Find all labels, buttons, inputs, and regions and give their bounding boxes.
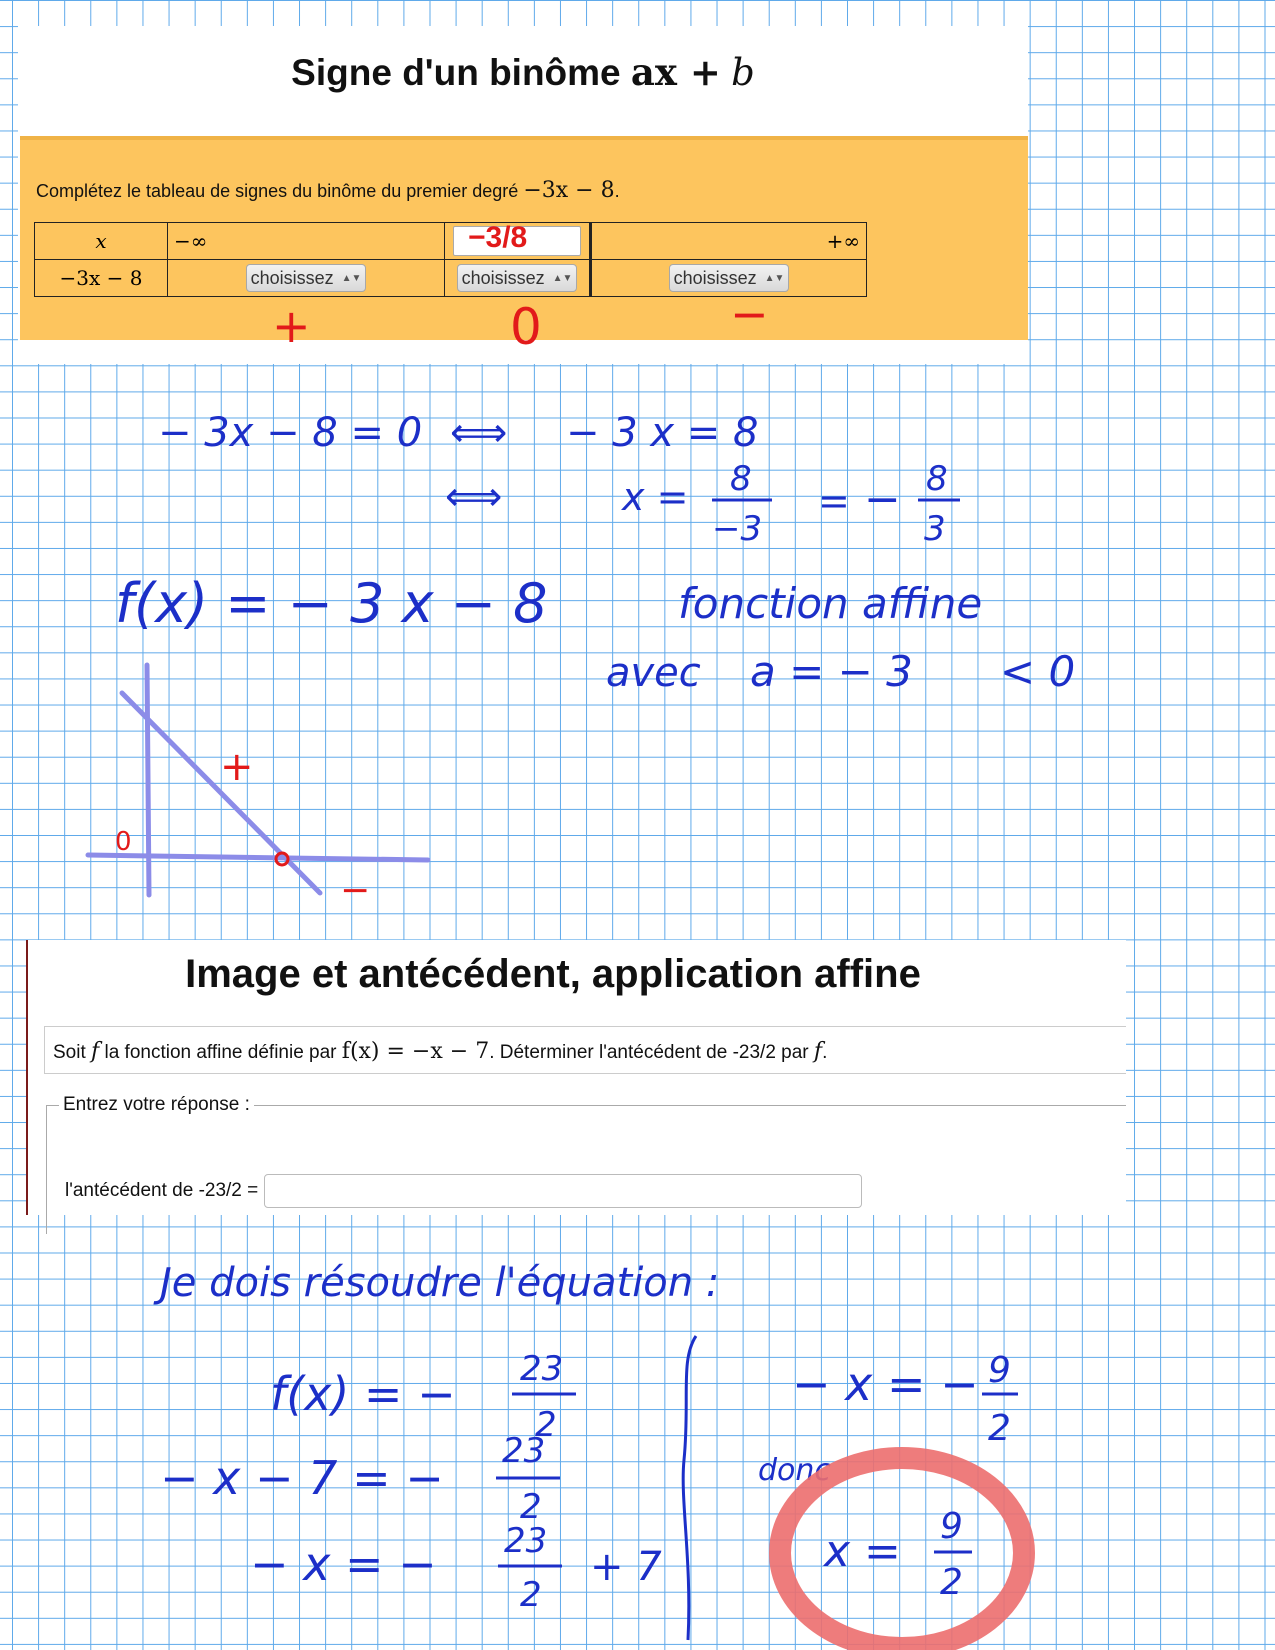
graph-line	[122, 693, 320, 893]
select-arrows-icon: ▲▼	[552, 272, 573, 284]
title-math-b: b	[731, 51, 755, 94]
equiv-symbol-1: ⟺	[450, 410, 508, 456]
instruction-math: −3x − 8	[523, 178, 615, 203]
equiv-symbol-2: ⟺	[445, 474, 503, 520]
graph-minus-label: −	[340, 870, 371, 911]
final-x-equals: x =	[824, 1526, 901, 1577]
function-definition: f(x) = − 3 x − 8	[115, 572, 548, 635]
plus-infinity: +∞	[591, 223, 867, 260]
graph-zero-label: 0	[115, 827, 132, 857]
table-sign-plus: +	[272, 299, 311, 353]
right-eq1-den: 2	[988, 1408, 1011, 1449]
eq1-den: 2	[535, 1405, 557, 1445]
fraction1-num: 8	[730, 459, 752, 499]
equals-sign: =	[818, 479, 850, 523]
instruction-text: Complétez le tableau de signes du binôme du premier degré	[36, 181, 519, 201]
je-dois-resoudre: Je dois résoudre l'équation :	[160, 1260, 720, 1306]
eq2-left: − x − 7 = −	[160, 1451, 444, 1505]
eq1-num: 23	[520, 1349, 564, 1389]
table-sign-zero: 0	[510, 298, 542, 356]
fraction1-den: −3	[712, 509, 763, 549]
fonction-affine-note: fonction affine	[678, 579, 983, 628]
q-text-b: la fonction affine définie par	[104, 1042, 337, 1063]
sign-sketch-graph	[88, 665, 428, 911]
q-math: f(x) = −x − 7	[341, 1039, 490, 1064]
minus-sign: −	[864, 474, 901, 525]
brace-stroke	[683, 1336, 696, 1640]
binome-label: −3x − 8	[35, 260, 168, 297]
donc-note: donc	[758, 1453, 831, 1488]
x-label: x	[35, 223, 168, 260]
eq2-num: 23	[502, 1431, 546, 1471]
less-than-zero: < 0	[1000, 647, 1076, 696]
root-value: −3/8	[468, 221, 528, 254]
equation-line1-right: − 3 x = 8	[566, 410, 759, 456]
graph-x-axis	[88, 855, 428, 860]
final-num: 9	[940, 1506, 963, 1547]
equation-line1-left: − 3x − 8 = 0	[158, 410, 423, 456]
eq3-left: − x = −	[250, 1537, 437, 1591]
title-math-ax: ax +	[630, 50, 721, 94]
final-den: 2	[940, 1562, 963, 1603]
select-label: choisissez	[673, 267, 757, 288]
select-arrows-icon: ▲▼	[764, 272, 785, 284]
eq2-den: 2	[520, 1487, 542, 1527]
q-text-c: . Déterminer l'antécédent de -23/2 par	[489, 1042, 809, 1063]
q-f2: f	[813, 1039, 823, 1064]
fraction2-num: 8	[926, 459, 948, 499]
select-arrows-icon: ▲▼	[341, 272, 362, 284]
equation-line2-x: x =	[622, 475, 689, 519]
avec-note: avec	[606, 650, 701, 696]
answer-legend: Entrez votre réponse :	[63, 1094, 250, 1115]
eq1-left: f(x) = −	[270, 1367, 456, 1421]
graph-y-axis	[147, 665, 149, 895]
eq3-den: 2	[520, 1575, 542, 1615]
fraction2-den: 3	[924, 509, 946, 549]
q-end: .	[822, 1042, 828, 1063]
right-eq1-num: 9	[988, 1350, 1011, 1391]
q-f: f	[91, 1039, 100, 1064]
coefficient-a: a = − 3	[750, 647, 913, 696]
answer-highlight-circle	[780, 1458, 1024, 1648]
select-label: choisissez	[250, 267, 334, 288]
title-text: Signe d'un binôme	[291, 52, 621, 93]
q-text-a: Soit	[53, 1042, 86, 1063]
select-label: choisissez	[461, 267, 545, 288]
exercise2-title: Image et antécédent, application affine	[185, 952, 921, 996]
eq3-plus7: + 7	[590, 1544, 662, 1590]
answer-label: l'antécédent de -23/2 =	[65, 1180, 259, 1201]
instruction-end: .	[614, 181, 620, 201]
eq3-num: 23	[504, 1521, 548, 1561]
minus-infinity: −∞	[168, 223, 445, 260]
graph-plus-label: +	[220, 744, 254, 790]
right-eq1-left: − x = −	[792, 1357, 979, 1411]
table-sign-minus: −	[730, 287, 769, 341]
